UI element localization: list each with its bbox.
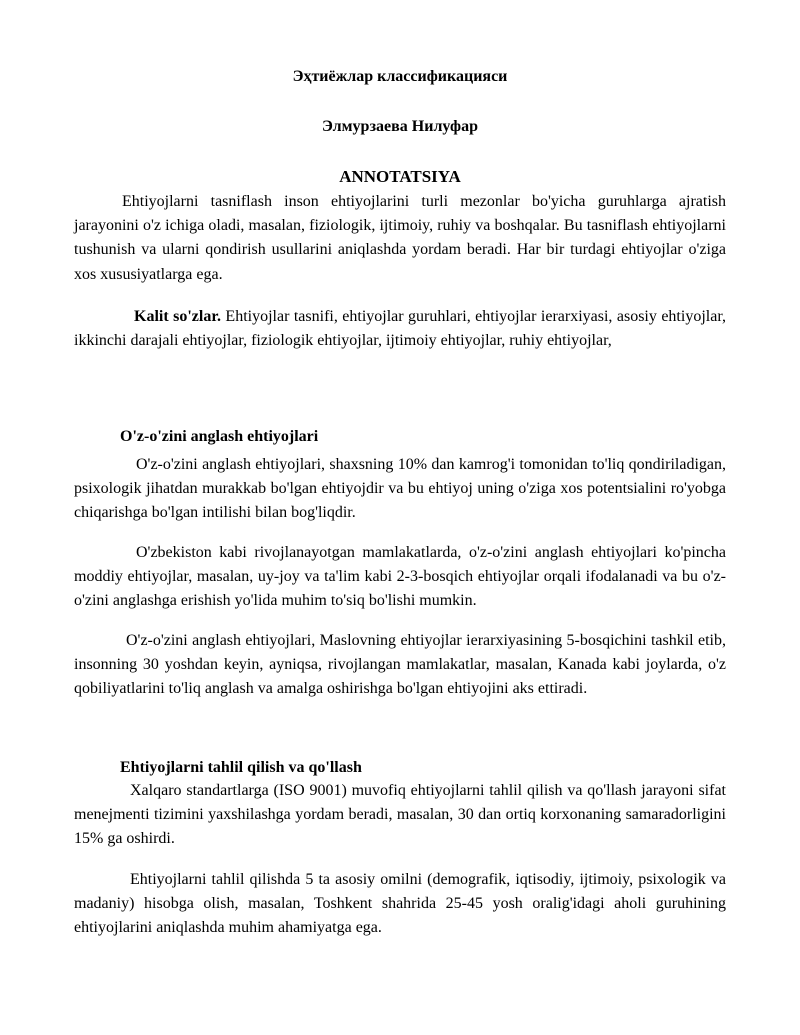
section-heading-self-actualization: O'z-o'zini anglash ehtiyojlari [120,428,319,445]
section1-paragraph-2: O'zbekiston kabi rivojlanayotgan mamlakatlarda, o'z-o'zini anglash ehtiyojlari ko'pincha moddiy ehtiyojlar, masalan, uy-joy va ta'lim kabi 2-3-bosqich ehtiyojlar orqali ifodalanadi va bu o'z-o'zini anglashga erishish yo'lida muhim to'siq bo'lishi mumkin. [74,544,726,610]
keywords-text: Ehtiyojlar tasnifi, ehtiyojlar guruhlari, ehtiyojlar ierarxiyasi, asosiy ehtiyojlar, ikkinchi darajali ehtiyojlar, fiziologik ehtiyojlar, ijtimoiy ehtiyojlar, ruhiy ehtiyojlar, [74,308,727,350]
section2-paragraph-2: Ehtiyojlarni tahlil qilishda 5 ta asosiy omilni (demografik, iqtisodiy, ijtimoiy, psixologik va madaniy) hisobga olish, masalan, Toshkent shahrida 25-45 yosh oralig'idagi aholi guruhining ehtiyojlarini aniqlashda muhim ahamiyatga ega. [74,871,726,937]
annotation-heading: ANNOTATSIYA [339,167,461,186]
section1-paragraph-3: O'z-o'zini anglash ehtiyojlari, Maslovning ehtiyojlar ierarxiyasining 5-bosqichini tashkil etib, insonning 30 yoshdan keyin, ayniqsa, rivojlangan mamlakatlar, masalan, Kanada kabi joylarda, o'z qobiliyatlarini to'liq anglash va amalga oshirishga bo'lgan ehtiyojini aks ettiradi. [74,632,726,698]
section-heading-needs-analysis: Ehtiyojlarni tahlil qilish va qo'llash [120,759,362,776]
keywords-label: Kalit so'zlar. [134,308,221,325]
author-name: Элмурзаева Нилуфар [322,118,478,135]
annotation-paragraph [74,190,726,287]
section2-paragraph-1: Xalqaro standartlarga (ISO 9001) muvofiq ehtiyojlarni tahlil qilish va qo'llash jarayoni sifat menejmenti tizimini yaxshilashga yordam beradi, masalan, 30 dan ortiq korxonaning samaradorligini 15% ga oshirdi. [74,782,726,848]
section1-paragraph-1: O'z-o'zini anglash ehtiyojlari, shaxsning 10% dan kamrog'i tomonidan to'liq qondiriladigan, psixologik jihatdan murakkab bo'lgan ehtiyojdir va bu ehtiyoj uning o'ziga xos potentsialini ro'yobga chiqarishga bo'lgan intilishi bilan bog'liqdir. [74,456,726,522]
document-title: Эҳтиёжлар классификацияси [292,68,508,85]
keywords-paragraph [74,305,726,353]
annotation-text: Ehtiyojlarni tasniflash inson ehtiyojlarini turli mezonlar bo'yicha guruhlarga ajratish jarayonini o'z ichiga oladi, masalan, fiziologik, ijtimoiy, ruhiy va boshqalar. Bu tasniflash ehtiyojlarni tushunish va ularni qondirish usullarini aniqlashda yordam beradi. Har bir turdagi ehtiyojlar o'ziga xos xususiyatlarga ega. [74,193,726,283]
